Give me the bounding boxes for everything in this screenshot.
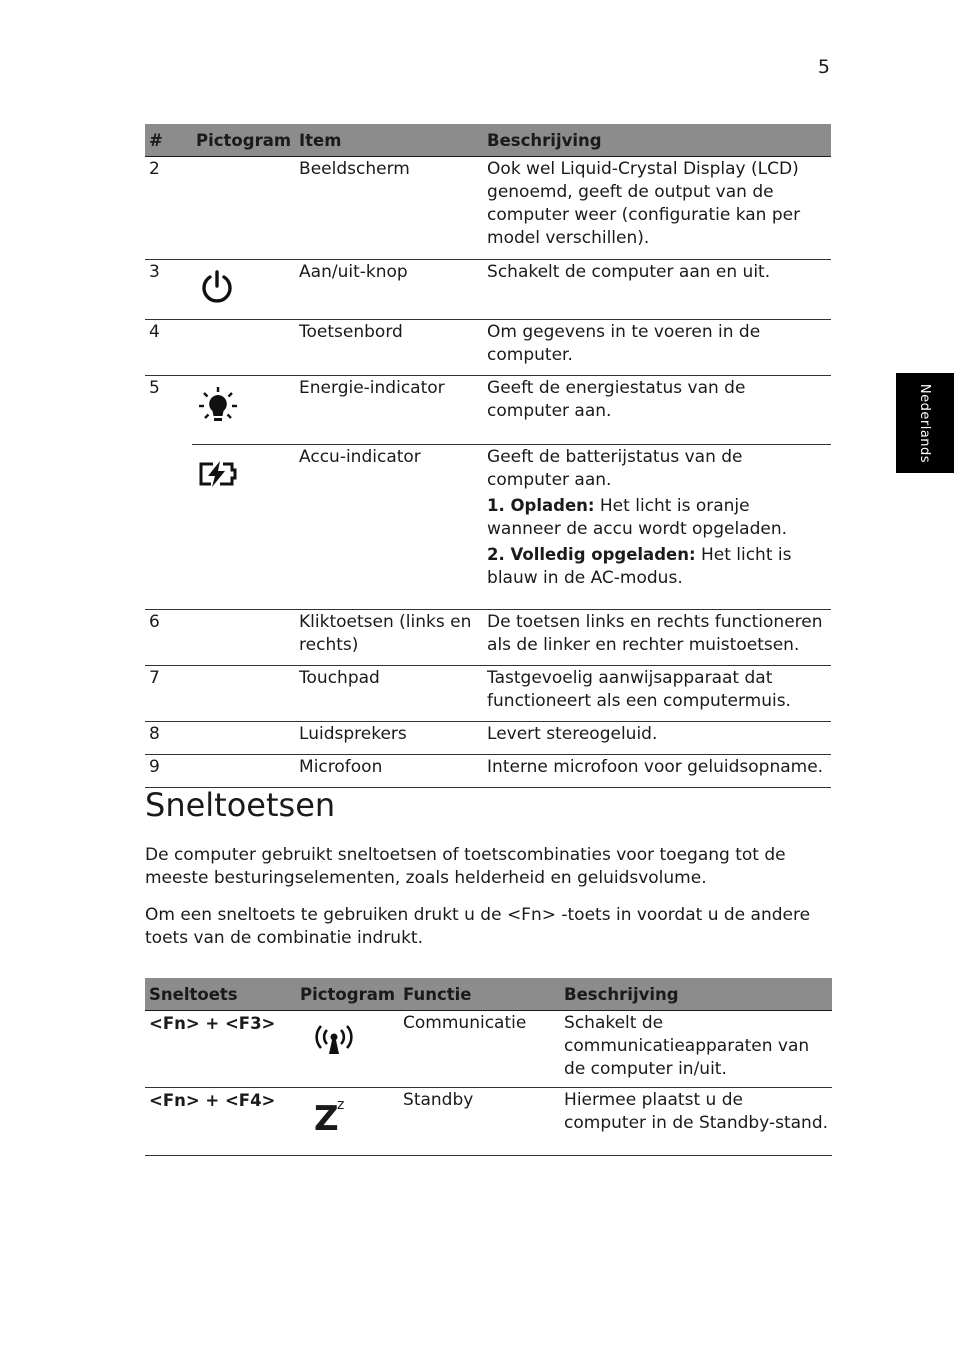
row-icon (192, 755, 295, 788)
status-text: Het licht is blauw in de AC-modus. (487, 545, 792, 588)
intro-paragraph: De computer gebruikt sneltoetsen of toetscombinaties voor toegang tot de meeste besturingselementen, zoals helderheid en geluidsvolume. (145, 845, 786, 888)
row-number: 6 (145, 610, 192, 666)
status-charging (487, 494, 827, 541)
hotkey-description: Hiermee plaatst u de computer in de Standby-stand. (560, 1088, 832, 1156)
header-description: Beschrijving (483, 124, 831, 157)
row-description: De toetsen links en rechts functioneren als de linker en rechter muistoetsen. (483, 610, 831, 666)
status-fully-charged (487, 543, 827, 590)
language-tab-label: Nederlands (917, 383, 933, 463)
row-description: Ook wel Liquid-Crystal Display (LCD) genoemd, geeft de output van de computer weer (configuratie kan per model verschillen). (483, 157, 831, 260)
row-description: Levert stereogeluid. (483, 722, 831, 755)
row-item: Kliktoetsen (links en rechts) (295, 610, 483, 666)
power-icon (198, 268, 236, 306)
usage-paragraph: Om een sneltoets te gebruiken drukt u de <Fn> -toets in voordat u de andere toets van de combinatie indrukt. (145, 905, 811, 948)
wireless-icon (312, 1025, 362, 1057)
row-item: Microfoon (295, 755, 483, 788)
components-table (145, 124, 831, 788)
row-number: 5 (145, 376, 192, 610)
table-row (145, 320, 831, 376)
row-item: Touchpad (295, 666, 483, 722)
table-row (145, 376, 831, 445)
row-icon (192, 722, 295, 755)
row-item: Accu-indicator (295, 445, 483, 610)
components-table-header (145, 124, 831, 157)
description-text: Geeft de batterijstatus van de computer aan. (487, 447, 743, 490)
row-description: Om gegevens in te voeren in de computer. (483, 320, 831, 376)
row-description: Interne microfoon voor geluidsopname. (483, 755, 831, 788)
hotkey-combo: <Fn> + <F3> (145, 1011, 296, 1088)
status-label: 2. Volledig opgeladen: (487, 545, 696, 564)
header-pictogram: Pictogram (192, 124, 295, 157)
hotkey-combo: <Fn> + <F4> (145, 1088, 296, 1156)
row-icon (296, 1011, 399, 1088)
row-description: Tastgevoelig aanwijsapparaat dat functioneert als een computermuis. (483, 666, 831, 722)
row-description (483, 445, 831, 610)
header-number: # (145, 124, 192, 157)
row-number: 3 (145, 260, 192, 320)
table-row (145, 1088, 832, 1156)
table-row (145, 722, 831, 755)
header-description: Beschrijving (560, 978, 832, 1011)
status-label: 1. Opladen: (487, 496, 595, 515)
table-row (145, 260, 831, 320)
row-item: Toetsenbord (295, 320, 483, 376)
row-icon (192, 157, 295, 260)
hotkeys-table (145, 978, 832, 1156)
table-row (145, 666, 831, 722)
row-number: 2 (145, 157, 192, 260)
language-tab (896, 373, 954, 473)
row-icon (296, 1088, 399, 1156)
row-icon (192, 666, 295, 722)
row-description: Geeft de energiestatus van de computer aan. (483, 376, 831, 445)
table-row (145, 445, 831, 610)
header-item: Item (295, 124, 483, 157)
section-title: Sneltoetsen (145, 786, 336, 824)
row-icon (192, 376, 295, 445)
table-row (145, 755, 831, 788)
row-item: Energie-indicator (295, 376, 483, 445)
row-number: 7 (145, 666, 192, 722)
row-icon (192, 260, 295, 320)
row-item: Aan/uit-knop (295, 260, 483, 320)
row-number: 9 (145, 755, 192, 788)
row-icon (192, 610, 295, 666)
battery-charge-icon (198, 461, 238, 487)
table-row (145, 1011, 832, 1088)
row-icon (192, 445, 295, 610)
hotkey-function: Standby (399, 1088, 560, 1156)
sleep-icon-large-z: Z (314, 1099, 339, 1139)
sleep-icon (314, 1098, 399, 1138)
row-icon (192, 320, 295, 376)
row-number: 4 (145, 320, 192, 376)
sleep-icon-small-z: z (337, 1097, 345, 1113)
power-indicator-icon (198, 385, 238, 425)
page-number: 5 (817, 56, 830, 78)
header-hotkey: Sneltoets (145, 978, 296, 1011)
row-description: Schakelt de computer aan en uit. (483, 260, 831, 320)
header-pictogram: Pictogram (296, 978, 399, 1011)
row-item: Luidsprekers (295, 722, 483, 755)
header-function: Functie (399, 978, 560, 1011)
row-number: 8 (145, 722, 192, 755)
table-row (145, 157, 831, 260)
row-item: Beeldscherm (295, 157, 483, 260)
table-row (145, 610, 831, 666)
hotkey-function: Communicatie (399, 1011, 560, 1088)
hotkeys-table-header (145, 978, 832, 1011)
hotkey-description: Schakelt de communicatieapparaten van de computer in/uit. (560, 1011, 832, 1088)
status-text: Het licht is oranje wanneer de accu wordt opgeladen. (487, 496, 788, 539)
